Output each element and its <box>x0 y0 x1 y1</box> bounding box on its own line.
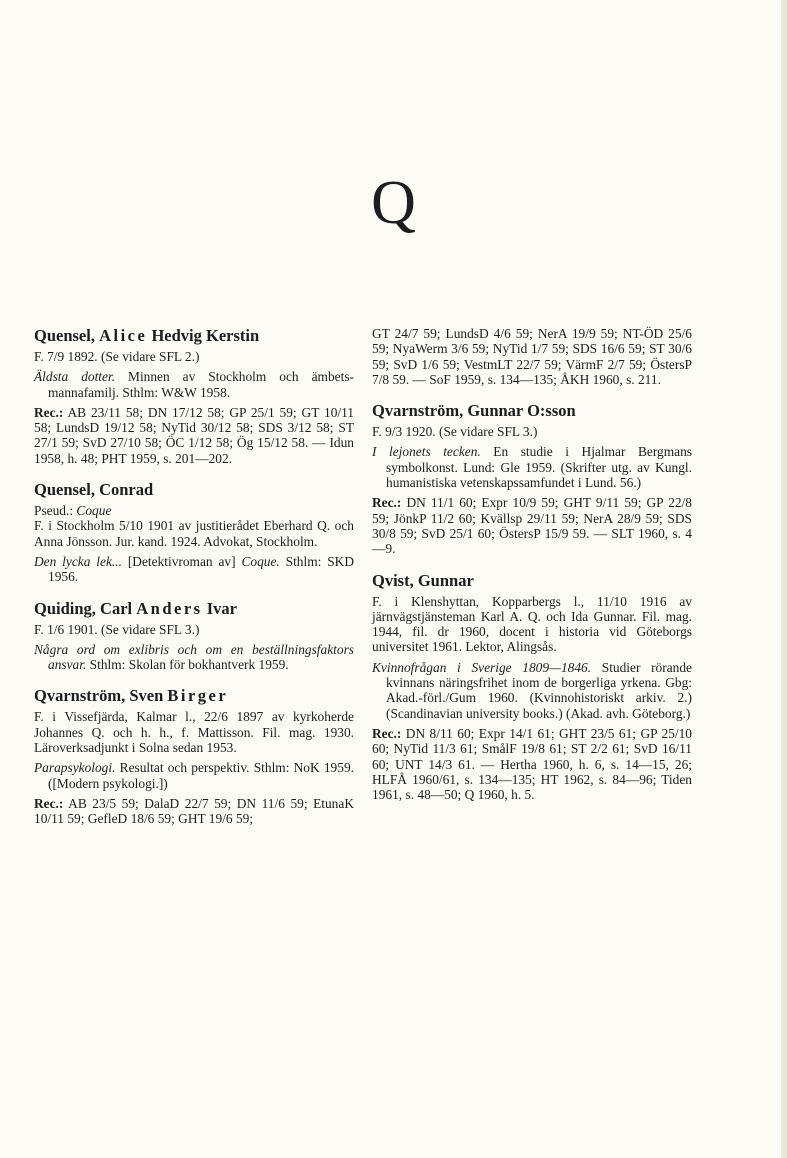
entry-heading: Quensel, Conrad <box>34 480 154 500</box>
work-details: Sthlm: SKD 1956. <box>48 553 355 585</box>
entry-heading: Qvarnström, Gunnar O:sson <box>372 401 576 421</box>
entry-reviews <box>372 495 692 556</box>
entry-work <box>34 760 354 791</box>
work-title: Kvinnofrågan i Sverige 1809—1846. <box>372 659 592 675</box>
work-genre: [Detektivroman av] <box>121 553 242 569</box>
section-letter: Q <box>371 169 416 237</box>
entry-quensel-conrad <box>34 480 354 584</box>
entry-work <box>34 369 354 400</box>
entry-quiding-carl <box>34 599 354 673</box>
entry-quensel-alice <box>34 326 354 466</box>
entry-bio: F. 9/3 1920. (Se vidare SFL 3.) <box>372 424 538 440</box>
heading-name: Qvarnström, Sven <box>34 686 168 706</box>
entry-bio: F. i Vissefjärda, Kalmar l., 22/6 1897 av kyrkoherde Johannes Q. och h. h., f. Mattisson. Fil. mag. 1930. Läroverksadjunkt i Solna sedan 1953. <box>34 709 354 756</box>
work-details: Resultat och perspektiv. Sthlm: NoK 1959. ([Modern psykologi.]) <box>48 760 354 791</box>
work-title: Äldsta dotter. <box>34 369 116 385</box>
work-title: Några ord om exlibris och om en beställningsfaktors ansvar. <box>34 641 354 673</box>
heading-spaced-name: Alice <box>99 326 148 345</box>
work-title: Parapsykologi. <box>34 760 116 776</box>
heading-name-rest: Ivar <box>202 598 237 618</box>
entry-work <box>372 660 692 721</box>
work-title: I lejonets tecken. <box>372 444 481 460</box>
entry-qvarnstrom-gunnar <box>372 401 692 556</box>
pseud-name: Coque <box>76 503 112 519</box>
entry-bio: F. 7/9 1892. (Se vidare SFL 2.) <box>34 349 200 364</box>
entry-bio: F. i Klenshyttan, Kopparbergs l., 11/10 1916 av järnvägstjänsteman Karl A. Q. och Ida Gunnar. Fil. mag. 1944, fil. dr 1960, docent i historia vid Göteborgs universitet 1961. Lektor, Alingsås. <box>372 593 692 655</box>
right-column <box>372 326 692 816</box>
entry-heading: Qvist, Gunnar <box>372 570 474 590</box>
heading-name-rest: Hedvig Kerstin <box>147 326 260 345</box>
reviews-continuation: GT 24/7 59; LundsD 4/6 59; NerA 19/9 59; NT-ÖD 25/6 59; NyaWerm 3/6 59; NyTid 1/7 59; SDS 16/6 59; ST 30/6 59; SvD 1/6 59; VestmLT 22/7 59; VärmF 2/7 59; ÖstersP 7/8 59. — SoF 1959, s. 134—135; ÅKH 1960, s. 211. <box>372 326 692 387</box>
entry-work <box>34 554 354 585</box>
reviews-label: Rec.: <box>34 404 64 420</box>
entry-reviews <box>372 726 692 802</box>
work-details: En studie i Hjalmar Bergmans symbolkonst. Lund: Gle 1959. (Skrifter utg. av Kungl. humanistiska vetenskapssamfundet i Lund. 56.) <box>386 444 692 491</box>
entry-heading <box>34 686 354 705</box>
work-title: Den lycka lek... <box>34 553 122 569</box>
heading-name: Quiding, Carl <box>34 598 137 618</box>
entry-qvist-gunnar <box>372 571 692 803</box>
entry-work <box>34 642 354 673</box>
entry-qvarnstrom-sven <box>34 686 354 826</box>
pseud-label: Pseud.: <box>34 503 77 519</box>
entry-reviews <box>34 405 354 466</box>
reviews-text: DN 8/11 60; Expr 14/1 61; GHT 23/5 61; GP 25/10 60; NyTid 11/3 61; SmålF 19/8 61; ST 2/2 61; SvD 16/11 60; UNT 14/3 61. — Hertha 1960, h. 6, s. 14—15, 26; HLFÅ 1960/61, s. 134—135; HT 1962, s. 84—96; Tiden 1961, s. 48—50; Q 1960, h. 5. <box>372 725 692 803</box>
reviews-label: Rec.: <box>34 795 64 811</box>
reviews-text: AB 23/5 59; DalaD 22/7 59; DN 11/6 59; EtunaK 10/11 59; GefleD 18/6 59; GHT 19/6 59; <box>34 795 354 827</box>
work-details: Sthlm: Skolan för bokhantverk 1959. <box>86 657 289 673</box>
entry-bio: F. 1/6 1901. (Se vidare SFL 3.) <box>34 621 200 637</box>
work-pseud: Coque. <box>241 553 280 569</box>
heading-spaced-name: Anders <box>136 598 203 618</box>
heading-spaced-name: Birger <box>167 686 229 706</box>
reviews-label: Rec.: <box>372 495 402 511</box>
heading-name: Quensel, <box>34 326 100 345</box>
entry-pseud <box>34 503 354 518</box>
reviews-text: AB 23/11 58; DN 17/12 58; GP 25/1 59; GT 10/11 58; LundsD 19/12 58; NyTid 30/12 58; SDS 3/12 58; ST 27/1 59; SvD 27/10 58; ÖC 1/12 58; Ög 15/12 58. — Idun 1958, h. 48; PHT 1959, s. 201—202. <box>34 404 354 466</box>
work-details: Minnen av Stockholm och ämbets-mannafamilj. Sthlm: W&W 1958. <box>48 369 354 400</box>
entry-heading <box>34 326 354 345</box>
entry-reviews <box>34 796 354 827</box>
left-column <box>34 326 354 841</box>
entry-continuation <box>372 326 692 387</box>
entry-bio: F. i Stockholm 5/10 1901 av justitierådet Eberhard Q. och Anna Jönsson. Jur. kand. 1924. Advokat, Stockholm. <box>34 518 354 549</box>
entry-heading <box>34 599 354 618</box>
work-details: Studier rörande kvinnans näringsfrihet inom de borgerliga yrkena. Gbg: Akad.-förl./Gum 1960. (Kvinnohistoriskt arkiv. 2.) (Scandinavian university books.) (Akad. avh. Göteborg.) <box>386 659 692 721</box>
reviews-text: DN 11/1 60; Expr 10/9 59; GHT 9/11 59; GP 22/8 59; JönkP 11/2 60; Kvällsp 29/11 59; NerA 28/9 59; SDS 30/8 59; SvD 25/1 60; ÖstersP 15/9 59. — SLT 1960, s. 4—9. <box>372 495 692 557</box>
reviews-label: Rec.: <box>372 725 402 741</box>
entry-work <box>372 444 692 490</box>
